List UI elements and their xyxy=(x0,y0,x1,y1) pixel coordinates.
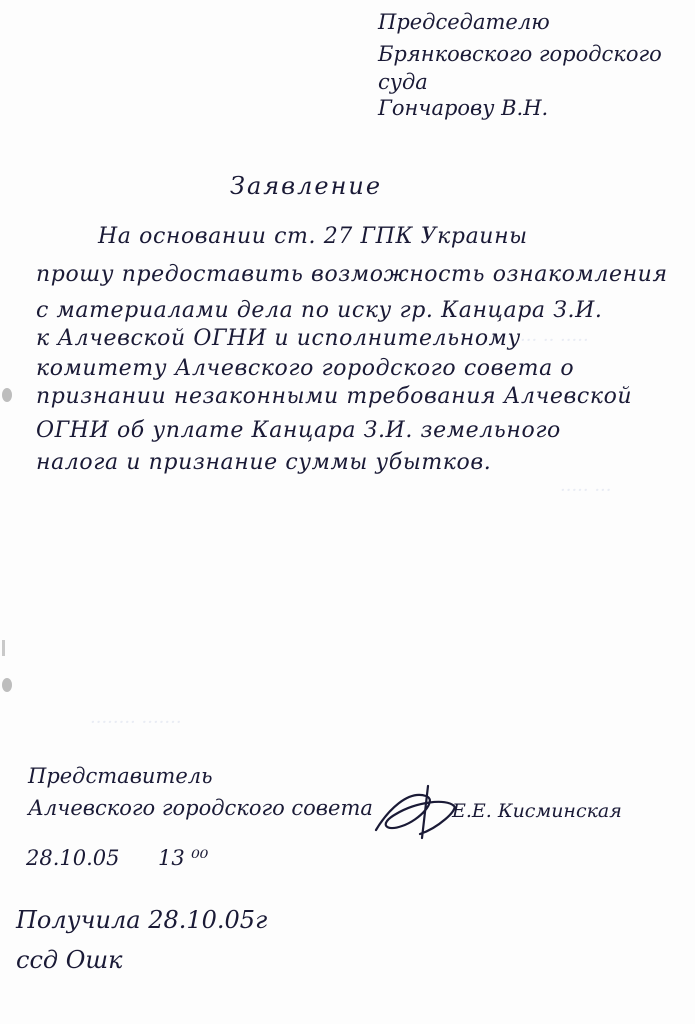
body-line: налога и признание суммы убытков. xyxy=(36,450,492,475)
document-title: Заявление xyxy=(230,172,383,200)
addressee-line-2: Брянковского городского xyxy=(378,42,662,66)
margin-mark xyxy=(2,640,5,656)
body-line: к Алчевской ОГНИ и исполнительному xyxy=(36,326,521,351)
body-line: прошу предоставить возможность ознакомления xyxy=(36,262,668,287)
body-line: ОГНИ об уплате Канцара З.И. земельного xyxy=(36,418,561,443)
signing-time: 13 ⁰⁰ xyxy=(158,846,209,870)
position-line-1: Представитель xyxy=(28,764,213,788)
addressee-line-3: суда xyxy=(378,70,428,94)
punch-hole xyxy=(2,678,12,692)
receipt-line-1: Получила 28.10.05г xyxy=(16,906,268,934)
addressee-line-4: Гончарову В.Н. xyxy=(378,96,549,120)
bleed-through: ··· ·· ····· xyxy=(520,330,589,351)
signature-mark xyxy=(368,780,463,844)
body-line: На основании ст. 27 ГПК Украины xyxy=(98,224,528,249)
body-line: комитету Алчевского городского совета о xyxy=(36,356,575,381)
addressee-line-1: Председателю xyxy=(378,10,550,34)
body-line: с материалами дела по иску гр. Канцара З.И. xyxy=(36,298,603,323)
receipt-line-2: ссд Ошк xyxy=(16,946,123,974)
bleed-through: ········ ······· xyxy=(90,712,182,733)
punch-hole xyxy=(2,388,12,402)
position-line-2: Алчевского городского совета xyxy=(28,796,373,820)
signer-name: Е.Е. Кисминская xyxy=(452,800,622,822)
signing-date: 28.10.05 xyxy=(26,846,120,870)
bleed-through: ····· ··· xyxy=(560,480,612,501)
body-line: признании незаконными требования Алчевской xyxy=(36,384,633,409)
